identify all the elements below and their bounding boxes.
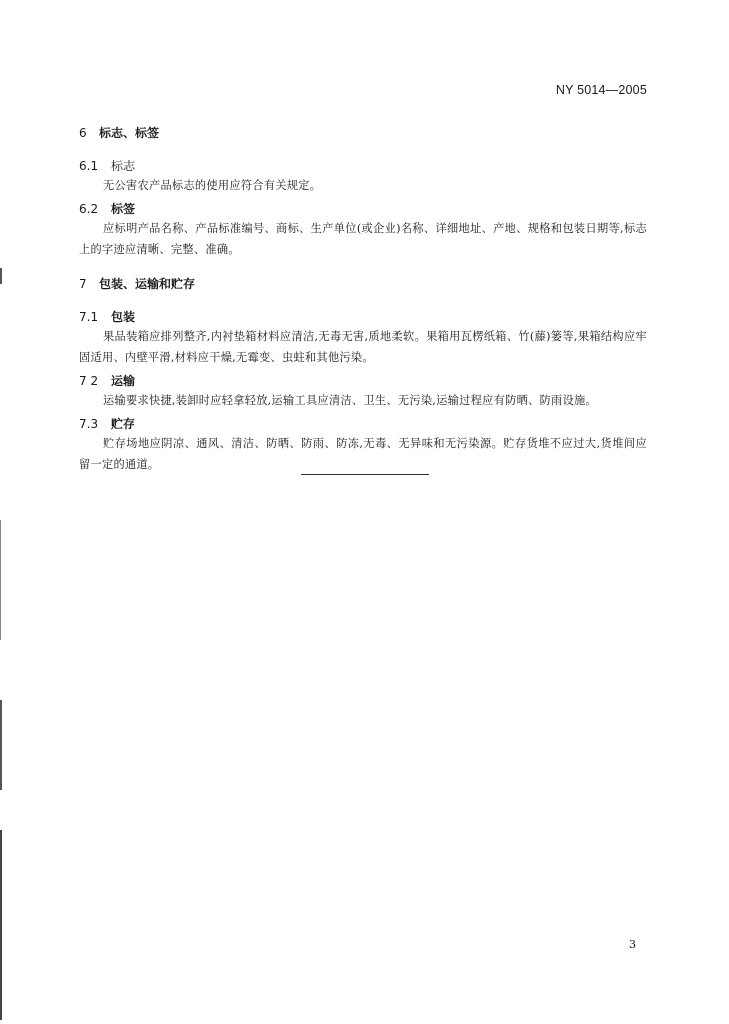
section-6-heading xyxy=(79,124,647,142)
section-6-2-text: 应标明产品名称、产品标准编号、商标、生产单位(或企业)名称、详细地址、产地、规格和包装日期等,标志上的字迹应清晰、完整、准确。 xyxy=(79,222,647,256)
section-6-1-text: 无公害农产品标志的使用应符合有关规定。 xyxy=(103,179,322,192)
section-number: 7 xyxy=(79,277,87,291)
section-number: 7 2 xyxy=(79,374,99,388)
section-title: 贮存 xyxy=(111,417,136,431)
section-title: 标志 xyxy=(111,159,136,173)
section-title: 标志、标签 xyxy=(99,126,160,140)
section-number: 7.1 xyxy=(79,310,99,324)
section-number: 7.3 xyxy=(79,417,99,431)
section-7-3-text: 贮存场地应阴凉、通风、清洁、防晒、防雨、防冻,无毒、无异味和无污染源。贮存货堆不应过大,货堆间应留一定的通道。 xyxy=(79,437,647,471)
section-7-1-text: 果品装箱应排列整齐,内衬垫箱材料应清洁,无毒无害,质地柔软。果箱用瓦楞纸箱、竹(藤)篓等,果箱结构应牢固适用、内壁平滑,材料应干燥,无霉变、虫蛀和其他污染。 xyxy=(79,330,647,364)
header-standard-code: NY 5014—2005 xyxy=(555,83,647,97)
page-number: 3 xyxy=(629,938,636,951)
section-number: 6.2 xyxy=(79,202,99,216)
section-7-2-text: 运输要求快捷,装卸时应轻拿轻放,运输工具应清洁、卫生、无污染,运输过程应有防晒、防雨设施。 xyxy=(103,394,598,407)
section-number: 6.1 xyxy=(79,159,99,173)
section-6-1-heading xyxy=(79,157,647,175)
section-7-heading xyxy=(79,275,647,293)
section-number: 6 xyxy=(79,126,87,140)
scan-edge-mark xyxy=(0,520,1,640)
section-title: 标签 xyxy=(111,202,136,216)
scan-edge-mark xyxy=(0,268,2,284)
section-7-2-heading xyxy=(79,372,647,390)
document-body xyxy=(79,124,647,475)
section-title: 运输 xyxy=(111,374,136,388)
section-7-1-heading xyxy=(79,308,647,326)
section-7-3-heading xyxy=(79,415,647,433)
scan-edge-mark xyxy=(0,830,2,1020)
end-of-document-rule xyxy=(301,474,429,475)
section-6-2-heading xyxy=(79,200,647,218)
section-title: 包装 xyxy=(111,310,136,324)
scan-edge-mark xyxy=(0,700,2,790)
section-title: 包装、运输和贮存 xyxy=(99,277,196,291)
